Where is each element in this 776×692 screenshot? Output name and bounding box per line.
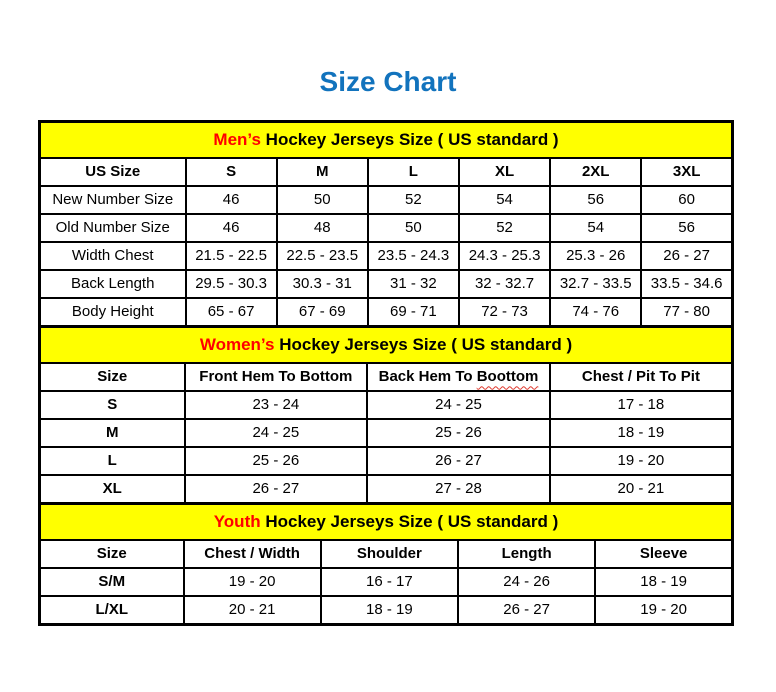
value-cell: 33.5 - 34.6	[641, 270, 732, 298]
row-label: XL	[40, 475, 185, 504]
value-cell: 25 - 26	[367, 419, 550, 447]
value-cell: 32 - 32.7	[459, 270, 550, 298]
value-cell: 27 - 28	[367, 475, 550, 504]
table-row	[40, 298, 733, 327]
youth-caption	[40, 504, 733, 541]
value-cell: 74 - 76	[550, 298, 641, 327]
table-row	[40, 419, 733, 447]
column-header: Sleeve	[595, 540, 732, 568]
column-header: US Size	[40, 158, 186, 186]
value-cell: 23.5 - 24.3	[368, 242, 459, 270]
table-row	[40, 391, 733, 419]
youth-column-header-row	[40, 540, 733, 568]
value-cell: 65 - 67	[186, 298, 277, 327]
caption-highlight: Men’s	[213, 130, 261, 150]
womens-size-table	[38, 325, 734, 505]
column-header: Chest / Width	[184, 540, 321, 568]
caption-rest: Hockey Jerseys Size ( US standard )	[260, 512, 559, 532]
caption-highlight: Youth	[213, 512, 261, 532]
value-cell: 26 - 27	[458, 596, 595, 625]
value-cell: 18 - 19	[321, 596, 458, 625]
column-header: S	[186, 158, 277, 186]
value-cell: 23 - 24	[185, 391, 368, 419]
mens-size-table	[38, 120, 734, 328]
column-header: Chest / Pit To Pit	[550, 363, 733, 391]
value-cell: 72 - 73	[459, 298, 550, 327]
youth-table-body	[40, 568, 733, 625]
value-cell: 24.3 - 25.3	[459, 242, 550, 270]
value-cell: 26 - 27	[185, 475, 368, 504]
row-label: Old Number Size	[40, 214, 186, 242]
row-label: L/XL	[40, 596, 184, 625]
value-cell: 77 - 80	[641, 298, 732, 327]
caption-rest: Hockey Jerseys Size ( US standard )	[274, 335, 573, 355]
table-row	[40, 568, 733, 596]
value-cell: 20 - 21	[184, 596, 321, 625]
mens-column-header-row	[40, 158, 733, 186]
row-label: S	[40, 391, 185, 419]
value-cell: 24 - 25	[367, 391, 550, 419]
value-cell: 52	[459, 214, 550, 242]
value-cell: 22.5 - 23.5	[277, 242, 368, 270]
youth-caption-row	[40, 504, 733, 541]
row-label: Width Chest	[40, 242, 186, 270]
table-row	[40, 475, 733, 504]
womens-caption-row	[40, 327, 733, 364]
row-label: New Number Size	[40, 186, 186, 214]
column-header: XL	[459, 158, 550, 186]
value-cell: 52	[368, 186, 459, 214]
column-header: 2XL	[550, 158, 641, 186]
value-cell: 30.3 - 31	[277, 270, 368, 298]
table-row	[40, 242, 733, 270]
value-cell: 25.3 - 26	[550, 242, 641, 270]
value-cell: 24 - 25	[185, 419, 368, 447]
table-row	[40, 596, 733, 625]
value-cell: 19 - 20	[184, 568, 321, 596]
value-cell: 46	[186, 214, 277, 242]
value-cell: 20 - 21	[550, 475, 733, 504]
value-cell: 18 - 19	[550, 419, 733, 447]
value-cell: 67 - 69	[277, 298, 368, 327]
value-cell: 26 - 27	[641, 242, 732, 270]
value-cell: 21.5 - 22.5	[186, 242, 277, 270]
table-row	[40, 270, 733, 298]
column-header: 3XL	[641, 158, 732, 186]
value-cell: 60	[641, 186, 732, 214]
mens-caption-row	[40, 122, 733, 159]
column-header: Shoulder	[321, 540, 458, 568]
column-header: Size	[40, 363, 185, 391]
column-header: Front Hem To Bottom	[185, 363, 368, 391]
womens-table-body	[40, 391, 733, 504]
value-cell: 19 - 20	[595, 596, 732, 625]
womens-column-header-row	[40, 363, 733, 391]
caption-highlight: Women’s	[199, 335, 275, 355]
value-cell: 69 - 71	[368, 298, 459, 327]
value-cell: 19 - 20	[550, 447, 733, 475]
column-header-text: Back Hem To	[378, 368, 477, 386]
table-row	[40, 214, 733, 242]
column-header: Length	[458, 540, 595, 568]
caption-rest: Hockey Jerseys Size ( US standard )	[260, 130, 559, 150]
mens-caption	[40, 122, 733, 159]
page-title: Size Chart	[319, 66, 457, 97]
row-label: Back Length	[40, 270, 186, 298]
womens-caption	[40, 327, 733, 364]
size-chart-tables	[38, 120, 734, 626]
value-cell: 50	[368, 214, 459, 242]
value-cell: 54	[550, 214, 641, 242]
row-label: M	[40, 419, 185, 447]
value-cell: 54	[459, 186, 550, 214]
youth-size-table	[38, 502, 734, 626]
table-row	[40, 447, 733, 475]
mens-table-body	[40, 186, 733, 327]
value-cell: 46	[186, 186, 277, 214]
value-cell: 29.5 - 30.3	[186, 270, 277, 298]
table-row	[40, 186, 733, 214]
row-label: S/M	[40, 568, 184, 596]
value-cell: 31 - 32	[368, 270, 459, 298]
misspelled-word: Boottom	[476, 368, 539, 386]
value-cell: 24 - 26	[458, 568, 595, 596]
row-label: Body Height	[40, 298, 186, 327]
column-header: L	[368, 158, 459, 186]
column-header: M	[277, 158, 368, 186]
row-label: L	[40, 447, 185, 475]
value-cell: 48	[277, 214, 368, 242]
value-cell: 17 - 18	[550, 391, 733, 419]
value-cell: 25 - 26	[185, 447, 368, 475]
column-header: Size	[40, 540, 184, 568]
value-cell: 56	[641, 214, 732, 242]
column-header	[367, 363, 550, 391]
value-cell: 16 - 17	[321, 568, 458, 596]
value-cell: 26 - 27	[367, 447, 550, 475]
value-cell: 56	[550, 186, 641, 214]
value-cell: 32.7 - 33.5	[550, 270, 641, 298]
value-cell: 18 - 19	[595, 568, 732, 596]
value-cell: 50	[277, 186, 368, 214]
